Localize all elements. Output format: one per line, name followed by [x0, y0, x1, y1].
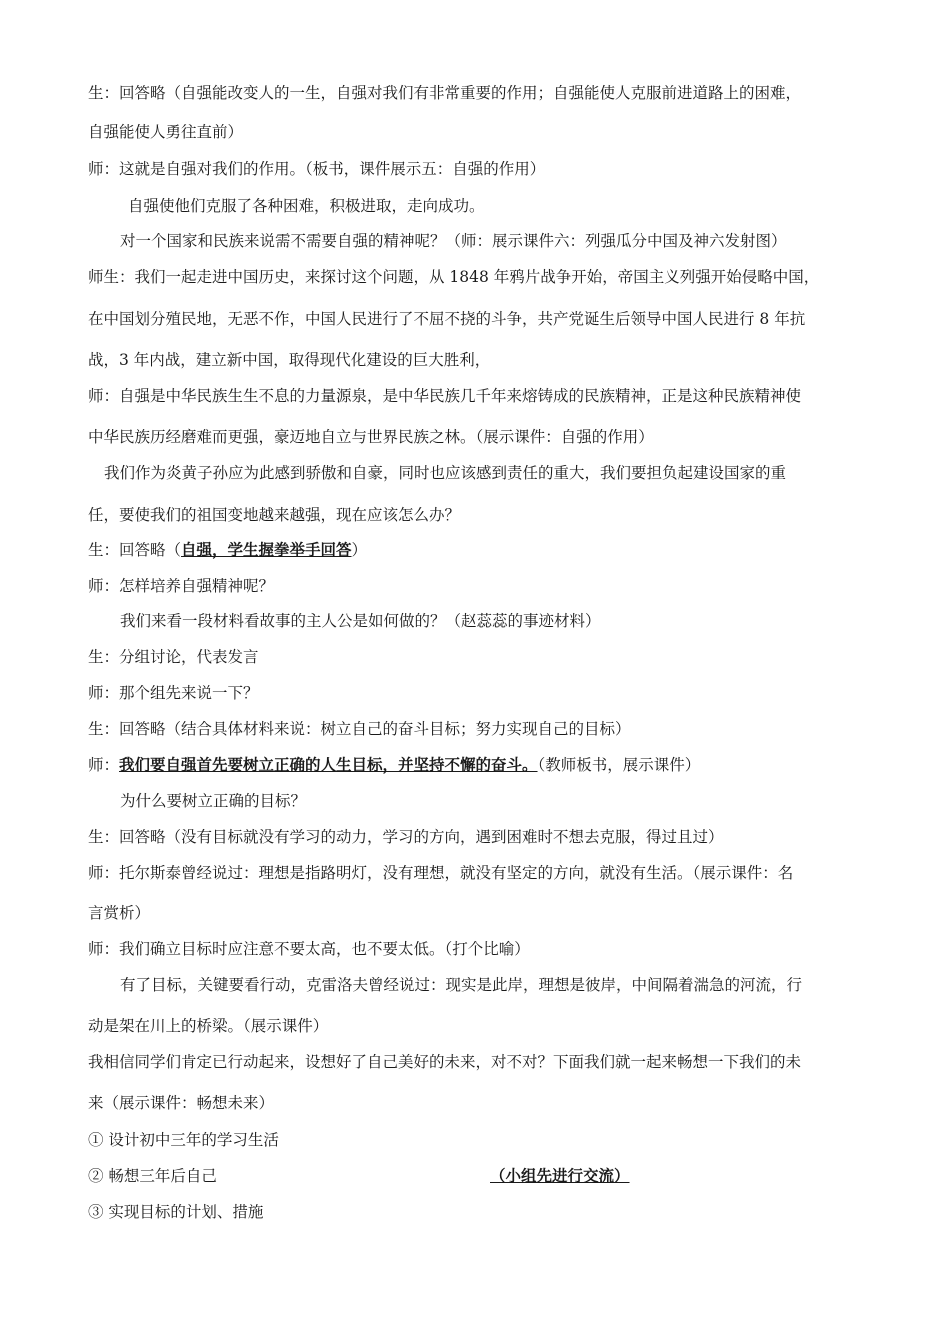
text-line: 师：我们确立目标时应注意不要太高，也不要太低。（打个比喻）: [88, 940, 530, 958]
text-line: 生：回答略（自强能改变人的一生，自强对我们有非常重要的作用；自强能使人克服前进道路上的困难，: [88, 84, 802, 102]
text-line: 任，要使我们的祖国变地越来越强，现在应该怎么办？: [88, 506, 461, 524]
text-line: 自强能使人勇往直前）: [88, 123, 244, 141]
text-line: 中华民族历经磨难而更强，豪迈地自立与世界民族之林。（展示课件：自强的作用）: [88, 428, 654, 446]
text-line: 自强使他们克服了各种困难，积极进取，走向成功。: [128, 197, 485, 215]
text-line: [88, 540, 868, 560]
list-item: ① 设计初中三年的学习生活: [88, 1131, 279, 1149]
text-emphasis: 我们要自强首先要树立正确的人生目标，并坚持不懈的奋斗。: [119, 755, 538, 774]
text-line: 来（展示课件：畅想未来）: [88, 1094, 275, 1112]
list-item: ② 畅想三年后自己: [88, 1167, 217, 1185]
text-emphasis: （小组先进行交流）: [490, 1166, 630, 1185]
text-line: 战，3 年内战，建立新中国，取得现代化建设的巨大胜利，: [88, 351, 491, 369]
text-line: 我们作为炎黄子孙应为此感到骄傲和自豪，同时也应该感到责任的重大，我们要担负起建设国家的重: [104, 464, 787, 482]
text-line: 生：分组讨论，代表发言: [88, 648, 259, 666]
text-plain: 生：回答略（: [88, 541, 182, 559]
text-line: 师：托尔斯泰曾经说过：理想是指路明灯，没有理想，就没有坚定的方向，就没有生活。（展示课件：名: [88, 864, 794, 882]
text-plain: 师：: [88, 756, 120, 774]
text-line: 师：怎样培养自强精神呢？: [88, 577, 275, 595]
text-line: [88, 755, 868, 775]
text-line: 师生：我们一起走进中国历史，来探讨这个问题，从 1848 年鸦片战争开始，帝国主义列强开始侵略中国，: [88, 268, 820, 286]
text-line: 对一个国家和民族来说需不需要自强的精神呢？（师：展示课件六：列强瓜分中国及神六发射图）: [120, 232, 787, 250]
text-emphasis: 自强，学生握拳举手回答: [181, 540, 352, 559]
text-line: 我们来看一段材料看故事的主人公是如何做的？（赵蕊蕊的事迹材料）: [120, 612, 601, 630]
text-line: 师：这就是自强对我们的作用。（板书，课件展示五：自强的作用）: [88, 160, 546, 178]
text-line: 师：自强是中华民族生生不息的力量源泉，是中华民族几千年来熔铸成的民族精神，正是这种民族精神使: [88, 387, 802, 405]
text-line: 为什么要树立正确的目标？: [120, 792, 307, 810]
text-line: 生：回答略（没有目标就没有学习的动力，学习的方向，遇到困难时不想去克服，得过且过）: [88, 828, 724, 846]
text-line: 言赏析）: [88, 904, 151, 922]
text-line: 在中国划分殖民地，无恶不作，中国人民进行了不屈不挠的斗争，共产党诞生后领导中国人民进行 8 年抗: [88, 310, 806, 328]
text-plain: （教师板书，展示课件）: [537, 756, 701, 774]
text-line: 生：回答略（结合具体材料来说：树立自己的奋斗目标；努力实现自己的目标）: [88, 720, 631, 738]
list-item: ③ 实现目标的计划、措施: [88, 1203, 264, 1221]
text-line: 动是架在川上的桥梁。（展示课件）: [88, 1017, 329, 1035]
text-line: 有了目标，关键要看行动，克雷洛夫曾经说过：现实是此岸，理想是彼岸，中间隔着湍急的河流，行: [120, 976, 803, 994]
text-line: 我相信同学们肯定已行动起来，设想好了自己美好的未来，对不对？下面我们就一起来畅想一下我们的未: [88, 1053, 802, 1071]
text-plain: ）: [351, 541, 368, 559]
text-line: 师：那个组先来说一下？: [88, 684, 259, 702]
